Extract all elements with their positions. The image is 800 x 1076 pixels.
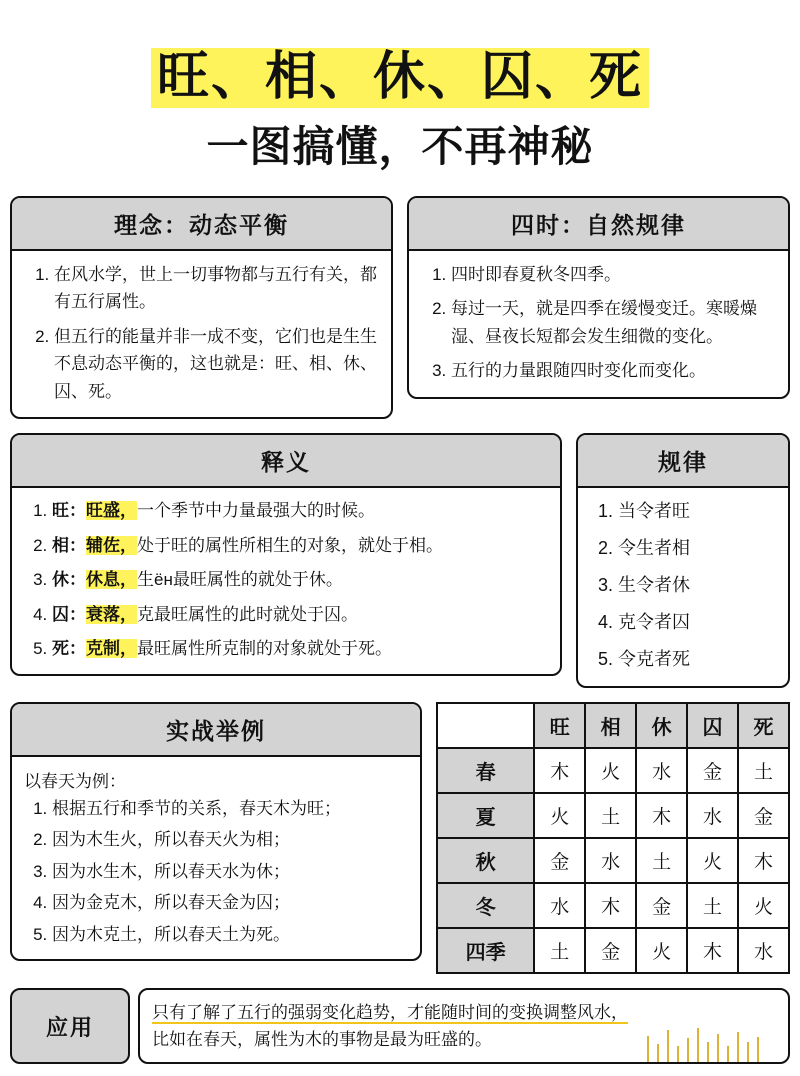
five-elements-table: [436, 702, 790, 974]
table-cell: 火: [585, 748, 636, 793]
table-cell: 火: [534, 793, 585, 838]
card-definition-heading: 释义: [12, 435, 560, 488]
definition-highlight: 克制，: [86, 639, 137, 659]
application-text: [138, 988, 790, 1064]
definition-text: 生ён最旺属性的就处于休。: [137, 570, 343, 590]
list-item: [52, 567, 548, 593]
table-cell: 土: [534, 928, 585, 973]
table-row-header: 冬: [437, 883, 534, 928]
list-item: 4. 因为金克木，所以春天金为囚；: [52, 890, 408, 916]
definition-key: 相：: [52, 535, 86, 555]
list-item: 3. 五行的力量跟随四时变化而变化。: [451, 357, 776, 385]
application-label: 应用: [10, 988, 130, 1064]
application-text-line1: 只有了解了五行的强弱变化趋势，才能随时间的变换调整风水，: [152, 1002, 628, 1022]
card-seasons: [407, 196, 790, 399]
table-cell: 土: [738, 748, 789, 793]
list-item: [52, 602, 548, 628]
table-row: [437, 748, 789, 793]
list-item: 4. 克令者囚: [618, 609, 776, 637]
table-cell: 水: [738, 928, 789, 973]
definition-text: 最旺属性所克制的对象就处于死。: [137, 639, 392, 659]
table-cell: 水: [534, 883, 585, 928]
table-cell: 水: [687, 793, 738, 838]
card-definition-body: [12, 488, 560, 674]
law-list: [590, 498, 776, 673]
definition-key: 死：: [52, 639, 86, 659]
row-example-table: [0, 702, 800, 974]
table-corner-cell: [437, 703, 534, 748]
card-law: [576, 433, 790, 687]
card-example-body: [12, 757, 420, 960]
definition-key: 囚：: [52, 604, 86, 624]
seasons-list: [421, 261, 776, 385]
definition-list: [24, 498, 548, 662]
list-item: [52, 533, 548, 559]
card-law-body: [578, 488, 788, 685]
page-title-block: [0, 0, 800, 174]
definition-text: 处于旺的属性所相生的对象，就处于相。: [137, 535, 443, 555]
table-column-header: 休: [636, 703, 687, 748]
table-cell: 木: [687, 928, 738, 973]
table-cell: 火: [636, 928, 687, 973]
table-column-header: 相: [585, 703, 636, 748]
table-row: [437, 928, 789, 973]
table-cell: 土: [687, 883, 738, 928]
card-example-heading: 实战举例: [12, 704, 420, 757]
table-row-header: 春: [437, 748, 534, 793]
table-row: [437, 838, 789, 883]
five-elements-table-wrap: [436, 702, 790, 974]
row-definition-law: [0, 433, 800, 687]
list-item: 5. 令克者死: [618, 646, 776, 674]
list-item: [52, 498, 548, 524]
list-item: 1. 当令者旺: [618, 498, 776, 526]
definition-key: 旺：: [52, 501, 86, 521]
definition-text: 克最旺属性的此时就处于囚。: [137, 604, 358, 624]
table-cell: 木: [636, 793, 687, 838]
table-cell: 水: [585, 838, 636, 883]
example-list: [24, 796, 408, 948]
sparkle-icon: [642, 1022, 772, 1064]
table-row-header: 四季: [437, 928, 534, 973]
table-cell: 土: [585, 793, 636, 838]
list-item: 2. 令生者相: [618, 535, 776, 563]
definition-highlight: 辅佐，: [86, 535, 137, 555]
table-column-header: 死: [738, 703, 789, 748]
table-cell: 金: [585, 928, 636, 973]
example-intro: 以春天为例：: [24, 771, 126, 791]
row-concept-seasons: [0, 196, 800, 420]
definition-highlight: 旺盛，: [86, 501, 137, 521]
table-cell: 木: [738, 838, 789, 883]
list-item: 1. 根据五行和季节的关系，春天木为旺；: [52, 796, 408, 822]
definition-text: 一个季节中力量最强大的时候。: [137, 501, 375, 521]
table-row-header: 夏: [437, 793, 534, 838]
table-row: [437, 883, 789, 928]
application-text-line2: 比如在春天，属性为木的事物是最为旺盛的。: [152, 1030, 492, 1050]
card-seasons-body: [409, 251, 788, 397]
list-item: 5. 因为木克土，所以春天土为死。: [52, 922, 408, 948]
table-cell: 火: [687, 838, 738, 883]
definition-highlight: 休息，: [86, 570, 137, 590]
list-item: 3. 生令者休: [618, 572, 776, 600]
card-definition: [10, 433, 562, 676]
table-cell: 土: [636, 838, 687, 883]
table-cell: 木: [534, 748, 585, 793]
table-cell: 金: [738, 793, 789, 838]
table-cell: 木: [585, 883, 636, 928]
table-cell: 金: [636, 883, 687, 928]
table-header-row: [437, 703, 789, 748]
list-item: 1. 在风水学，世上一切事物都与五行有关，都有五行属性。: [54, 261, 379, 316]
card-seasons-heading: 四时：自然规律: [409, 198, 788, 251]
list-item: [52, 636, 548, 662]
list-item: 2. 每过一天，就是四季在缓慢变迁。寒暖燥湿、昼夜长短都会发生细微的变化。: [451, 295, 776, 350]
card-concept: [10, 196, 393, 420]
table-cell: 火: [738, 883, 789, 928]
definition-key: 休：: [52, 570, 86, 590]
table-row: [437, 793, 789, 838]
list-item: 2. 因为木生火，所以春天火为相；: [52, 827, 408, 853]
page-subtitle: 一图搞懂，不再神秘: [206, 122, 594, 170]
definition-highlight: 衰落，: [86, 604, 137, 624]
card-example: [10, 702, 422, 962]
list-item: 3. 因为水生木，所以春天水为休；: [52, 859, 408, 885]
card-concept-heading: 理念：动态平衡: [12, 198, 391, 251]
table-cell: 金: [687, 748, 738, 793]
table-cell: 水: [636, 748, 687, 793]
table-column-header: 旺: [534, 703, 585, 748]
table-cell: 金: [534, 838, 585, 883]
table-row-header: 秋: [437, 838, 534, 883]
table-column-header: 囚: [687, 703, 738, 748]
list-item: 1. 四时即春夏秋冬四季。: [451, 261, 776, 289]
concept-list: [24, 261, 379, 406]
card-law-heading: 规律: [578, 435, 788, 488]
page-title: 旺、相、休、囚、死: [151, 48, 649, 108]
list-item: 2. 但五行的能量并非一成不变，它们也是生生不息动态平衡的，这也就是：旺、相、休、囚、死。: [54, 323, 379, 406]
card-concept-body: [12, 251, 391, 418]
row-application: [0, 988, 800, 1064]
